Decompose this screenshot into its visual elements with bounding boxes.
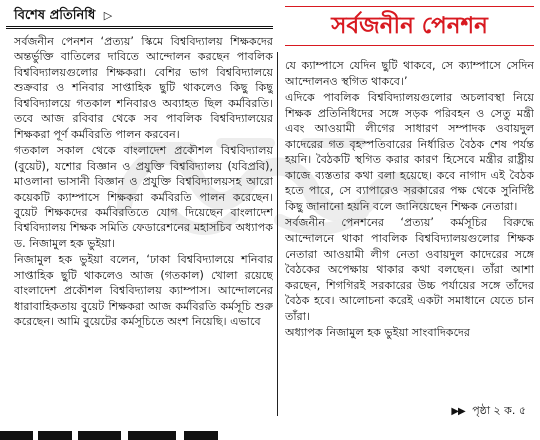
left-paragraph-1: সর্বজনীন পেনশন ‘প্রত্যয়’ স্কিমে বিশ্ববিদ্যালয় শিক্ষকদের অন্তর্ভুক্তি বাতিলের দাবিতে আন্দোলন করছেন পাবলিক বিশ্ববিদ্যালয়গুলোর শিক্ষকরা। বেশির ভাগ বিশ্ববিদ্যালয়ে শুক্রবার ও শনিবার সাপ্তাহিক ছুটি থাকলেও কিছু কিছু বিশ্ববিদ্যালয়ে গতকাল শনিবারও অব্যাহত ছিল কর্মবিরতি। তবে আজ রবিবার থেকে সব পাবলিক বিশ্ববিদ্যালয়ের শিক্ষকরা পূর্ণ কর্মবিরতি পালন করবেন। [14, 35, 273, 141]
headline-bottom-rule [285, 45, 534, 46]
continuation-text: পৃষ্ঠা ২ ক. ৫ [472, 404, 526, 417]
triangle-right-icon: ▷ [103, 9, 113, 22]
byline-rule [6, 26, 273, 27]
right-paragraph-2: এদিকে পাবলিক বিশ্ববিদ্যালয়গুলোর অচলাবস্থা নিয়ে শিক্ষক প্রতিনিধিদের সঙ্গে সড়ক পরিবহন ও সেতু মন্ত্রী এবং আওয়ামী লীগের সাধারণ সম্পাদক ওবায়দুল কাদেরের গত বৃহস্পতিবারের নির্ধারিত বৈঠক শেষ পর্যন্ত হয়নি। বৈঠকটি স্থগিত করার কারণ হিসেবে মন্ত্রীর রাষ্ট্রীয় কাজে ব্যস্ততার কথা বলা হয়েছে। কবে নাগাদ এই বৈঠক হতে পারে, সে ব্যাপারেও সরকারের পক্ষ থেকে সুনির্দিষ্ট কিছু জানানো হয়নি বলে জানিয়েছেন শিক্ষক নেতারা। [285, 91, 534, 213]
column-divider [277, 52, 278, 416]
left-paragraph-3: নিজামুল হক ভুইয়া বলেন, ‘ঢাকা বিশ্ববিদ্যালয়ে শনিবার সাপ্তাহিক ছুটি থাকলেও আজ (গতকাল) খোলা রয়েছে বাংলাদেশ প্রকৌশল বিশ্ববিদ্যালয় ক্যাম্পাস। আন্দোলনের ধারাবাহিকতায় বুয়েট শিক্ষকরা আজ কর্মবিরতি কর্মসূচি শুরু করেছেন। আমি বুয়েটের কর্মসূচিতে অংশ নিয়েছি। এভাবে [14, 253, 273, 329]
cropped-heading-strokes [0, 431, 218, 440]
right-paragraph-1: যে ক্যাম্পাসে যেদিন ছুটি থাকবে, সে ক্যাম্পাসে সেদিন আন্দোলনও স্থগিত থাকবে।’ [285, 59, 534, 88]
right-paragraph-4: অধ্যাপক নিজামুল হক ভুইয়া সাংবাদিকদের [285, 326, 471, 340]
headline-box [285, 6, 534, 48]
headline-top-rule [285, 6, 534, 7]
right-paragraph-3: সর্বজনীন পেনশনের ‘প্রত্যয়’ কর্মসূচির বিরুদ্ধে আন্দোলনে থাকা পাবলিক বিশ্ববিদ্যালয়গুলোর শিক্ষক নেতারা আওয়ামী লীগ নেতা ওবায়দুল কাদেরের সঙ্গে বৈঠকের অপেক্ষায় থাকার কথা বলছেন। তাঁরা আশা করছেন, শিগগিরই সরকারের উচ্চ পর্যায়ের সঙ্গে তাঁদের বৈঠক হবে। আলোচনা করেই একটা সমাধানে যেতে চান তাঁরা। [285, 216, 534, 323]
byline-text: বিশেষ প্রতিনিধি [14, 8, 96, 23]
right-column-text [285, 58, 534, 400]
cropped-next-article-edge [0, 421, 540, 440]
continuation-marker [451, 402, 526, 420]
headline: সর্বজনীন পেনশন [331, 13, 488, 39]
left-article-column [6, 6, 273, 420]
left-column-text [14, 34, 273, 416]
double-triangle-right-icon: ▶▶ [451, 406, 465, 417]
byline-double-rule [6, 28, 273, 29]
left-paragraph-2: গতকাল সকাল থেকে বাংলাদেশ প্রকৌশল বিশ্ববিদ্যালয় (বুয়েট), যশোর বিজ্ঞান ও প্রযুক্তি বিশ্ববিদ্যালয় (যবিপ্রবি), মাওলানা ভাসানী বিজ্ঞান ও প্রযুক্তি বিশ্ববিদ্যালয়সহ আরো কয়েকটি ক্যাম্পাসে শিক্ষকরা কর্মবিরতি পালন করেছেন। বুয়েট শিক্ষকদের কর্মবিরতিতে যোগ দিয়েছেন বাংলাদেশ বিশ্ববিদ্যালয় শিক্ষক সমিতি ফেডারেশনের মহাসচিব অধ্যাপক ড. নিজামুল হক ভুইয়া। [14, 144, 273, 250]
byline [14, 6, 112, 26]
right-article-column [285, 6, 534, 420]
